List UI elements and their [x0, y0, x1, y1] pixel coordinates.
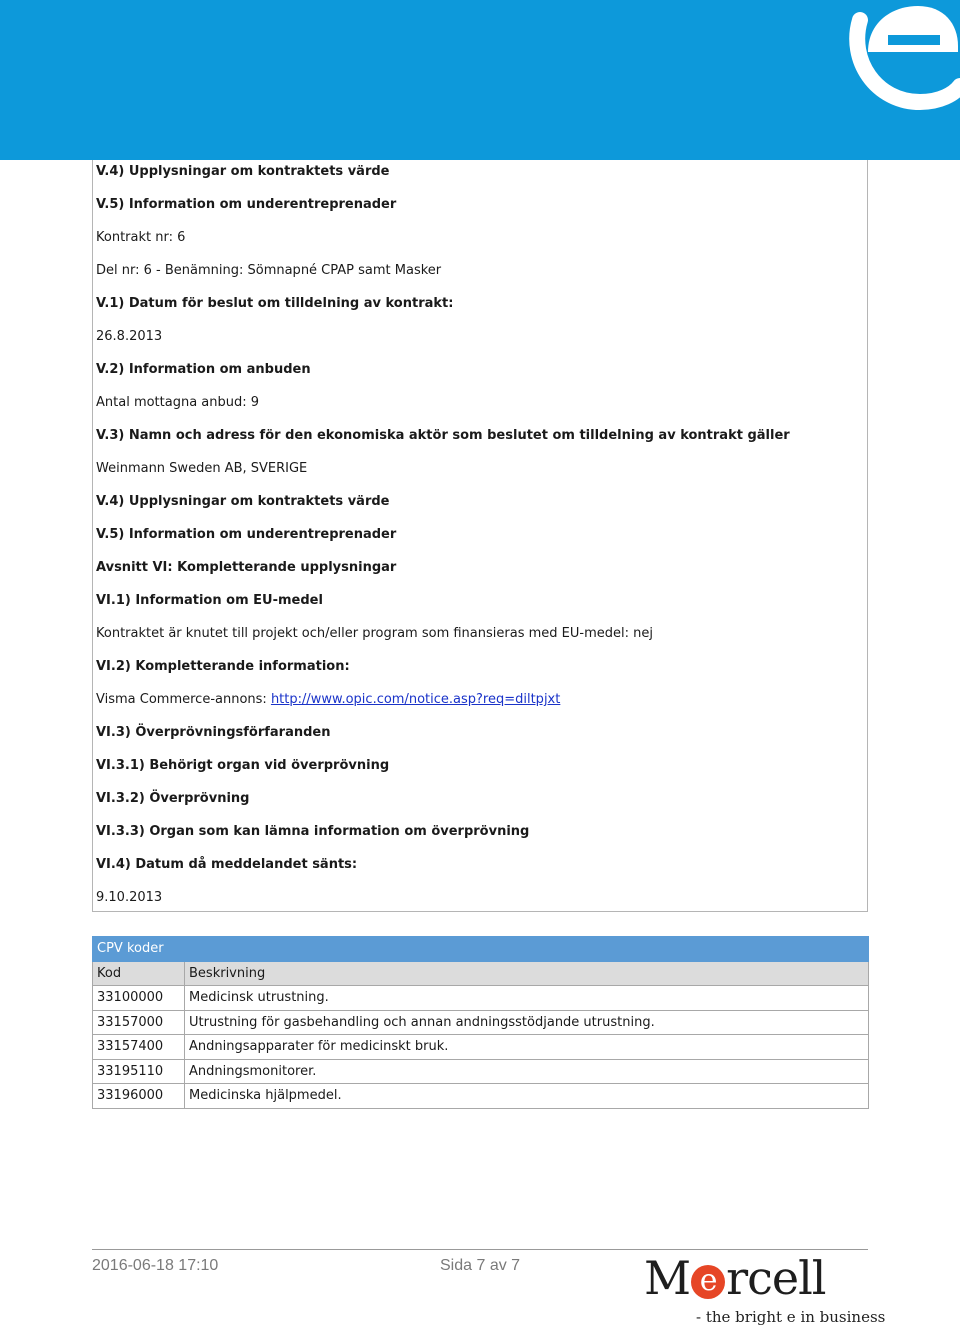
tenders-received: Antal mottagna anbud: 9	[96, 395, 260, 410]
brand-name: M e rcell	[644, 1251, 826, 1305]
cpv-code: 33100000	[93, 986, 185, 1011]
heading-vi2: VI.2) Kompletterande information:	[96, 659, 350, 674]
table-row	[93, 1059, 869, 1084]
heading-vi31: VI.3.1) Behörigt organ vid överprövning	[96, 758, 390, 773]
cpv-code: 33196000	[93, 1084, 185, 1109]
heading-vi33: VI.3.3) Organ som kan lämna information om överprövning	[96, 824, 530, 839]
brand-e-icon: e	[691, 1265, 725, 1299]
cpv-code: 33195110	[93, 1059, 185, 1084]
cpv-description: Andningsapparater för medicinskt bruk.	[185, 1035, 869, 1060]
heading-v2: V.2) Information om anbuden	[96, 362, 311, 377]
winner-name: Weinmann Sweden AB, SVERIGE	[96, 461, 308, 476]
heading-vi3: VI.3) Överprövningsförfaranden	[96, 725, 331, 740]
heading-v4-second: V.4) Upplysningar om kontraktets värde	[96, 494, 390, 509]
cpv-description: Medicinsk utrustning.	[185, 986, 869, 1011]
heading-v5: V.5) Information om underentreprenader	[96, 197, 397, 212]
table-row	[93, 1084, 869, 1109]
heading-v4: V.4) Upplysningar om kontraktets värde	[96, 164, 390, 179]
notice-link-label: Visma Commerce-annons:	[96, 692, 271, 707]
header-band	[0, 0, 960, 160]
cpv-title: CPV koder	[93, 937, 869, 962]
cpv-description: Medicinska hjälpmedel.	[185, 1084, 869, 1109]
cpv-description: Utrustning för gasbehandling och annan andningsstödjande utrustning.	[185, 1010, 869, 1035]
cpv-header-row	[93, 961, 869, 986]
footer-date: 2016-06-18 17:10	[92, 1257, 219, 1274]
brand-logo	[644, 1251, 886, 1326]
dispatch-date: 9.10.2013	[96, 890, 163, 905]
cpv-header-description: Beskrivning	[185, 961, 869, 986]
award-date: 26.8.2013	[96, 329, 163, 344]
section-vi-heading: Avsnitt VI: Kompletterande upplysningar	[96, 560, 397, 575]
notice-link-line	[96, 692, 560, 708]
cpv-description: Andningsmonitorer.	[185, 1059, 869, 1084]
eu-funds-text: Kontraktet är knutet till projekt och/eller program som finansieras med EU-medel: nej	[96, 626, 653, 641]
cpv-header-code: Kod	[93, 961, 185, 986]
heading-v1: V.1) Datum för beslut om tilldelning av kontrakt:	[96, 296, 454, 311]
table-row	[93, 1035, 869, 1060]
lot-name: Del nr: 6 - Benämning: Sömnapné CPAP samt Masker	[96, 263, 442, 278]
notice-link[interactable]: http://www.opic.com/notice.asp?req=diltpjxt	[270, 692, 561, 707]
table-row	[93, 1010, 869, 1035]
table-row	[93, 986, 869, 1011]
heading-vi1: VI.1) Information om EU-medel	[96, 593, 323, 608]
cpv-title-row	[93, 937, 869, 962]
heading-v5-second: V.5) Information om underentreprenader	[96, 527, 397, 542]
brand-tagline: - the bright e in business	[696, 1308, 886, 1326]
heading-v3: V.3) Namn och adress för den ekonomiska aktör som beslutet om tilldelning av kontrakt gäller	[96, 428, 790, 443]
heading-vi32: VI.3.2) Överprövning	[96, 791, 250, 806]
footer-page-number: Sida 7 av 7	[440, 1257, 521, 1274]
e-swoosh-icon	[820, 0, 960, 110]
cpv-table	[92, 936, 869, 1109]
cpv-code: 33157400	[93, 1035, 185, 1060]
cpv-code: 33157000	[93, 1010, 185, 1035]
heading-vi4: VI.4) Datum då meddelandet sänts:	[96, 857, 358, 872]
contract-number: Kontrakt nr: 6	[96, 230, 186, 245]
